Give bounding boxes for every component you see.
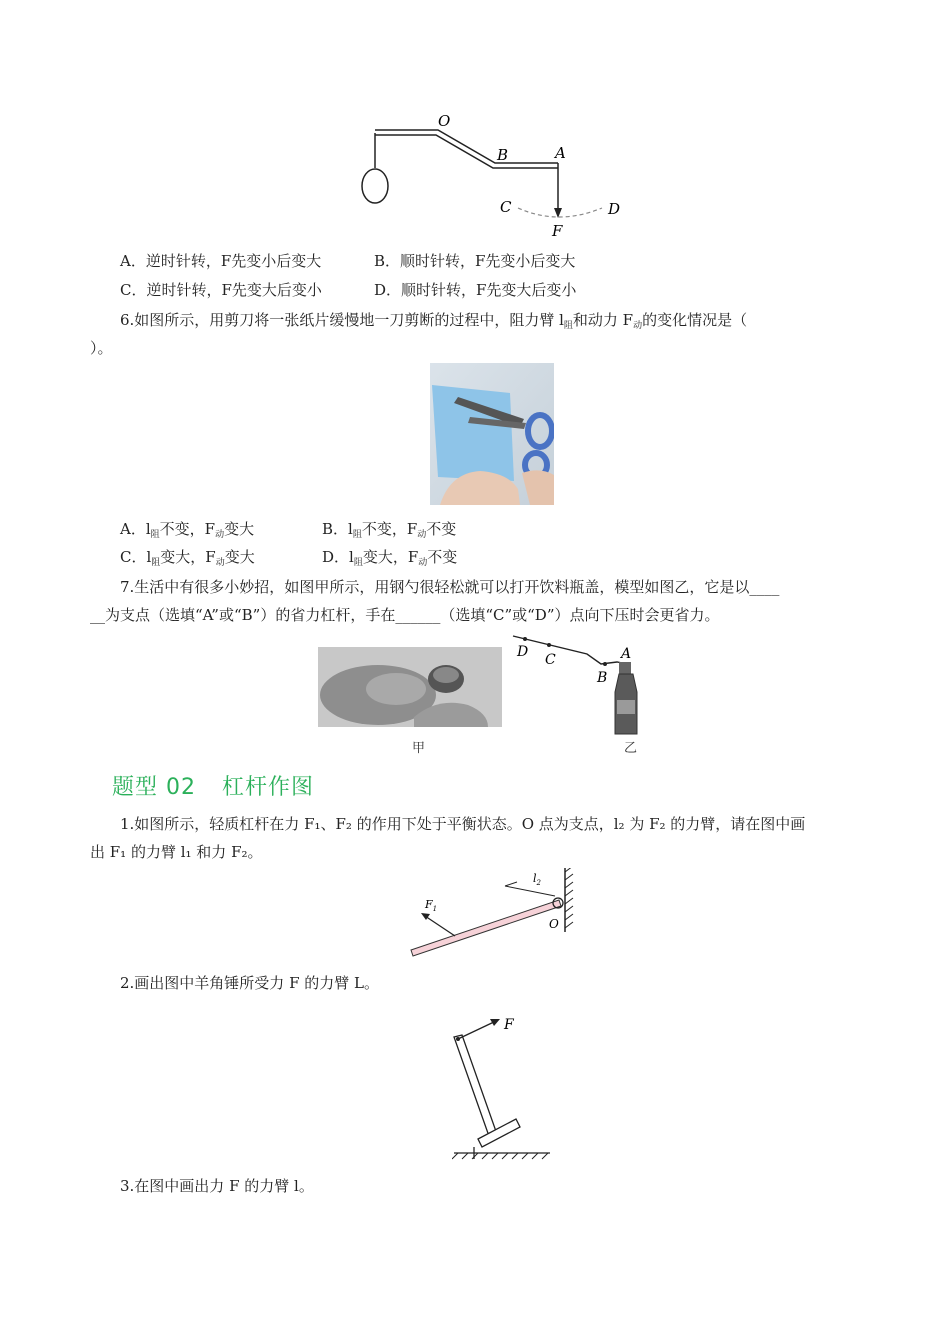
label-F: F: [552, 222, 563, 238]
spoon-photo: [318, 647, 502, 727]
label-D: D: [517, 644, 529, 660]
label-A: A: [555, 144, 566, 162]
q6-question-line2: ）。: [90, 339, 113, 357]
q6-text-b: 和动力 F: [572, 311, 634, 329]
label-l2: $l_2$: [533, 872, 541, 887]
q7-line1: 7.生活中有很多小妙招，如图甲所示，用钢勺很轻松就可以打开饮料瓶盖，模型如图乙，它是以____: [120, 578, 780, 596]
caption-yi: 乙: [624, 741, 638, 756]
q6-sub-zu: 阻: [563, 321, 573, 331]
q6-sub-dong: 动: [633, 321, 643, 331]
caption-jia: 甲: [412, 741, 426, 756]
q6-option-b: B．$l_阻$不变，$F_动$不变: [322, 520, 457, 540]
label-B: B: [597, 670, 608, 686]
q6-text-c: 的变化情况是（: [642, 311, 748, 329]
q5-option-d: D．顺时针转，F先变大后变小: [374, 281, 577, 299]
label-F: F: [504, 1017, 514, 1033]
q6-option-c: C．$l_阻$变大，$F_动$变大: [120, 548, 255, 568]
claw-hammer-figure: [452, 1013, 552, 1161]
section-title: 杠杆作图: [222, 775, 315, 800]
q6-option-a: A．$l_阻$不变，$F_动$变大: [120, 520, 255, 540]
q5-option-b: B．顺时针转，F先变小后变大: [374, 252, 576, 270]
label-F1: $F_1$: [425, 898, 438, 913]
label-C: C: [545, 652, 556, 668]
q5-option-c: C．逆时针转，F先变大后变小: [120, 281, 322, 299]
q6-option-d: D．$l_阻$变大，$F_动$不变: [322, 548, 458, 568]
label-D: D: [608, 200, 621, 218]
label-O: O: [438, 112, 451, 130]
scissors-photo: [430, 363, 554, 505]
section-number: 题型 02: [112, 775, 196, 800]
section-heading: [112, 770, 340, 801]
q5-option-a: A．逆时针转，F先变小后变大: [120, 252, 322, 270]
label-A: A: [621, 646, 632, 662]
lever-ball-figure: [350, 108, 640, 238]
q6-question: [120, 310, 747, 333]
label-B: B: [497, 146, 509, 164]
p1-line1: 1.如图所示，轻质杠杆在力 F₁、F₂ 的作用下处于平衡状态。O 点为支点，l₂ 为 F₂ 的力臂，请在图中画: [120, 815, 806, 833]
p3-line: 3.在图中画出力 F 的力臂 l。: [120, 1177, 314, 1195]
q7-line2: __为支点（选填“A”或“B”）的省力杠杆，手在______（选填“C”或“D”）点向下压时会更省力。: [90, 606, 720, 624]
label-C: C: [500, 198, 512, 216]
bottle-opener-diagram: [505, 632, 655, 737]
p2-line: 2.画出图中羊角锤所受力 F 的力臂 L。: [120, 974, 379, 992]
label-O: O: [549, 917, 559, 931]
lever-wall-figure: [405, 868, 585, 962]
p1-line2: 出 F₁ 的力臂 l₁ 和力 F₂。: [90, 843, 263, 861]
q6-text-a: 6.如图所示，用剪刀将一张纸片缓慢地一刀剪断的过程中，阻力臂 l: [120, 311, 564, 329]
